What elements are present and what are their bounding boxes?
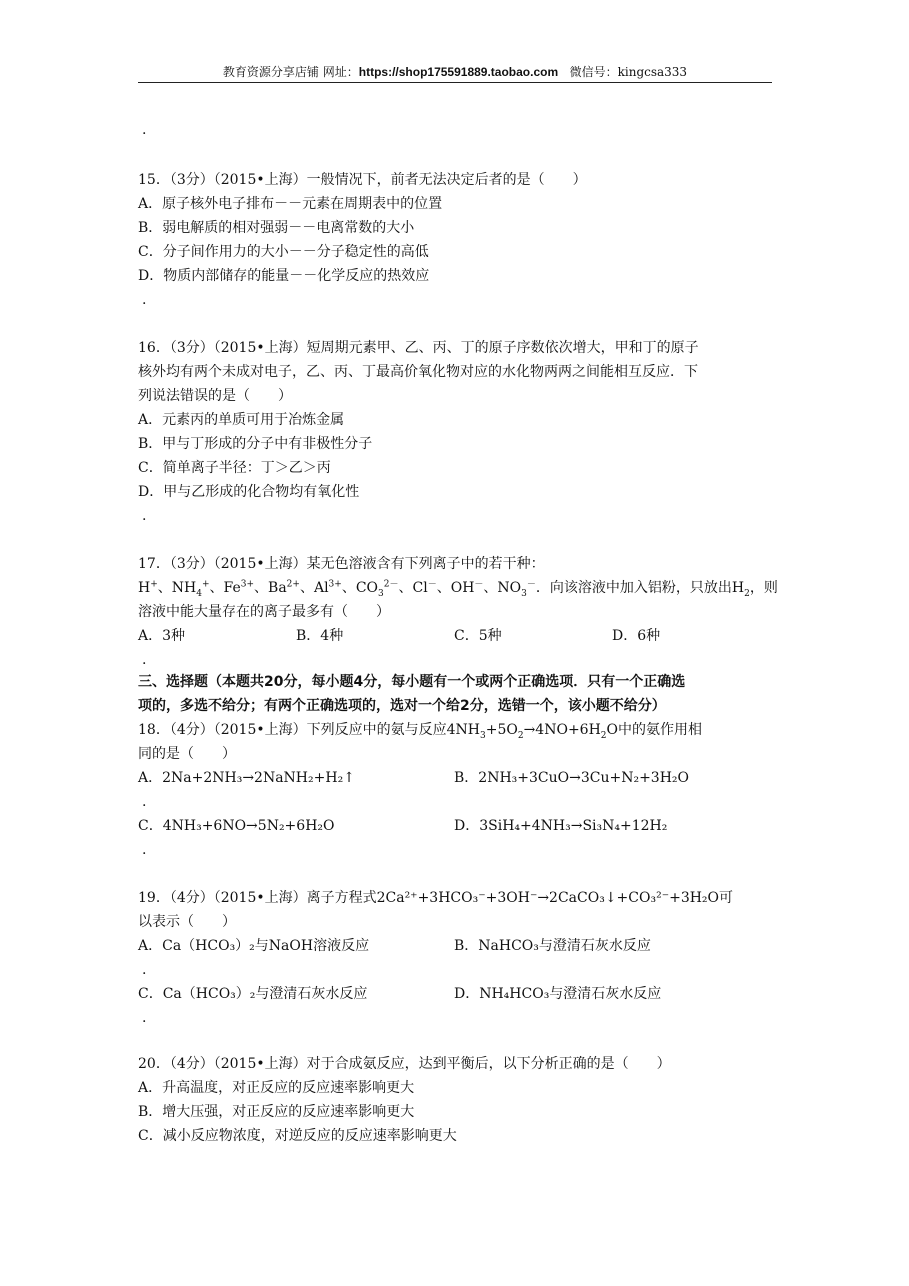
q16-stem-line2: 核外均有两个未成对电子，乙、丙、丁最高价氧化物对应的水化物两两之间能相互反应．下 xyxy=(138,364,698,380)
q19-stem-line2: 以表示（ ） xyxy=(138,914,236,930)
ion-h: H xyxy=(138,580,151,596)
ion-nh4: 、NH xyxy=(157,580,197,596)
q19-option-b: B．NaHCO₃与澄清石灰水反应 xyxy=(454,938,651,954)
q17-ion-list: H+、$NH_4^+$、$Fe^{3+}$、$Ba^{2+}$、$Al^{3+}$、$CO_3^{2-}$、Cl－、OH－、$NO_3^-$．向该溶液中加入铝粉，只放出$H_2$，则 xyxy=(138,579,778,599)
q18-option-b: B．2NH₃+3CuO→3Cu+N₂+3H₂O xyxy=(454,770,690,786)
dot: . xyxy=(142,122,147,138)
q17-stem-line3: 溶液中能大量存在的离子最多有（ ） xyxy=(138,604,390,620)
section-3-line1: 三、选择题（本题共20分，每小题4分，每小题有一个或两个正确选项．只有一个正确选 xyxy=(138,674,686,690)
header-shop: 教育资源分享店铺 网址： xyxy=(222,65,359,79)
ion-cl: 、Cl xyxy=(398,580,428,596)
q18-option-d: D．3SiH₄+4NH₃→Si₃N₄+12H₂ xyxy=(454,818,668,834)
header-divider xyxy=(138,82,772,83)
q18-stem-mid: +5O xyxy=(485,722,518,738)
q17-option-b: B．4种 xyxy=(296,628,344,644)
q17-stem-line1: 17．（3分）（2015•上海）某无色溶液含有下列离子中的若干种： xyxy=(138,556,545,572)
q15-option-a: A．原子核外电子排布－－元素在周期表中的位置 xyxy=(138,196,443,212)
q19-option-d: D．NH₄HCO₃与澄清石灰水反应 xyxy=(454,986,662,1002)
q20-option-b: B．增大压强，对正反应的反应速率影响更大 xyxy=(138,1104,415,1120)
q17-option-a: A．3种 xyxy=(138,628,186,644)
q18-stem-pre: 18．（4分）（2015•上海）下列反应中的氨与反应4NH xyxy=(138,722,480,738)
q18-stem-mid2: →4NO+6H xyxy=(523,722,601,738)
ion-fe: 、Fe xyxy=(209,580,241,596)
ion-co3: 、CO xyxy=(341,580,379,596)
q16-option-c: C．简单离子半径：丁＞乙＞丙 xyxy=(138,460,331,476)
q16-stem-line3: 列说法错误的是（ ） xyxy=(138,388,292,404)
q15-option-b: B．弱电解质的相对强弱－－电离常数的大小 xyxy=(138,220,415,236)
dot: . xyxy=(142,1010,147,1026)
q15-option-d: D．物质内部储存的能量－－化学反应的热效应 xyxy=(138,268,430,284)
ion-oh: 、OH xyxy=(436,580,475,596)
q19-stem-line1: 19．（4分）（2015•上海）离子方程式2Ca²⁺+3HCO₃⁻+3OH⁻→2CaCO₃↓+CO₃²⁻+3H₂O可 xyxy=(138,890,734,906)
q16-stem-line1: 16．（3分）（2015•上海）短周期元素甲、乙、丙、丁的原子序数依次增大，甲和丁的原子 xyxy=(138,340,699,356)
q17-stem-end: ，则 xyxy=(749,580,778,596)
q20-option-c: C．减小反应物浓度，对逆反应的反应速率影响更大 xyxy=(138,1128,457,1144)
q18-option-c: C．4NH₃+6NO→5N₂+6H₂O xyxy=(138,818,335,834)
q15-stem: 15．（3分）（2015•上海）一般情况下，前者无法决定后者的是（ ） xyxy=(138,172,587,188)
ion-no3: 、NO xyxy=(483,580,522,596)
q18-stem-end: O中的氨作用相 xyxy=(606,722,703,738)
q19-option-c: C．Ca（HCO₃）₂与澄清石灰水反应 xyxy=(138,986,368,1002)
page-header xyxy=(138,64,772,80)
section-3-line2: 项的，多选不给分；有两个正确选项的，选对一个给2分，选错一个，该小题不给分） xyxy=(138,698,666,714)
q16-option-b: B．甲与丁形成的分子中有非极性分子 xyxy=(138,436,373,452)
q17-stem-tail: ．向该溶液中加入铝粉，只放出H xyxy=(535,580,745,596)
q18-stem-line2: 同的是（ ） xyxy=(138,746,236,762)
q18-option-a: A．2Na+2NH₃→2NaNH₂+H₂↑ xyxy=(138,770,355,786)
q16-option-d: D．甲与乙形成的化合物均有氧化性 xyxy=(138,484,360,500)
ion-ba: 、Ba xyxy=(254,580,287,596)
q19-option-a: A．Ca（HCO₃）₂与NaOH溶液反应 xyxy=(138,938,370,954)
q16-option-a: A．元素丙的单质可用于冶炼金属 xyxy=(138,412,345,428)
q18-stem-line1: 18．（4分）（2015•上海）下列反应中的氨与反应$4NH_3+5O_2\to 4NO+6H_2O$中的氨作用相 xyxy=(138,722,703,741)
dot: . xyxy=(142,962,147,978)
q20-option-a: A．升高温度，对正反应的反应速率影响更大 xyxy=(138,1080,415,1096)
q17-option-d: D．6种 xyxy=(612,628,661,644)
q20-stem: 20．（4分）（2015•上海）对于合成氨反应，达到平衡后，以下分析正确的是（ ） xyxy=(138,1056,671,1072)
dot: . xyxy=(142,652,147,668)
header-wechat: 微信号：kingcsa333 xyxy=(569,65,688,79)
header-url[interactable]: https://shop175591889.taobao.com xyxy=(358,65,559,79)
dot: . xyxy=(142,794,147,810)
dot: . xyxy=(142,292,147,308)
q17-option-c: C．5种 xyxy=(454,628,502,644)
q15-option-c: C．分子间作用力的大小－－分子稳定性的高低 xyxy=(138,244,429,260)
dot: . xyxy=(142,508,147,524)
dot: . xyxy=(142,842,147,858)
ion-al: 、Al xyxy=(299,580,329,596)
